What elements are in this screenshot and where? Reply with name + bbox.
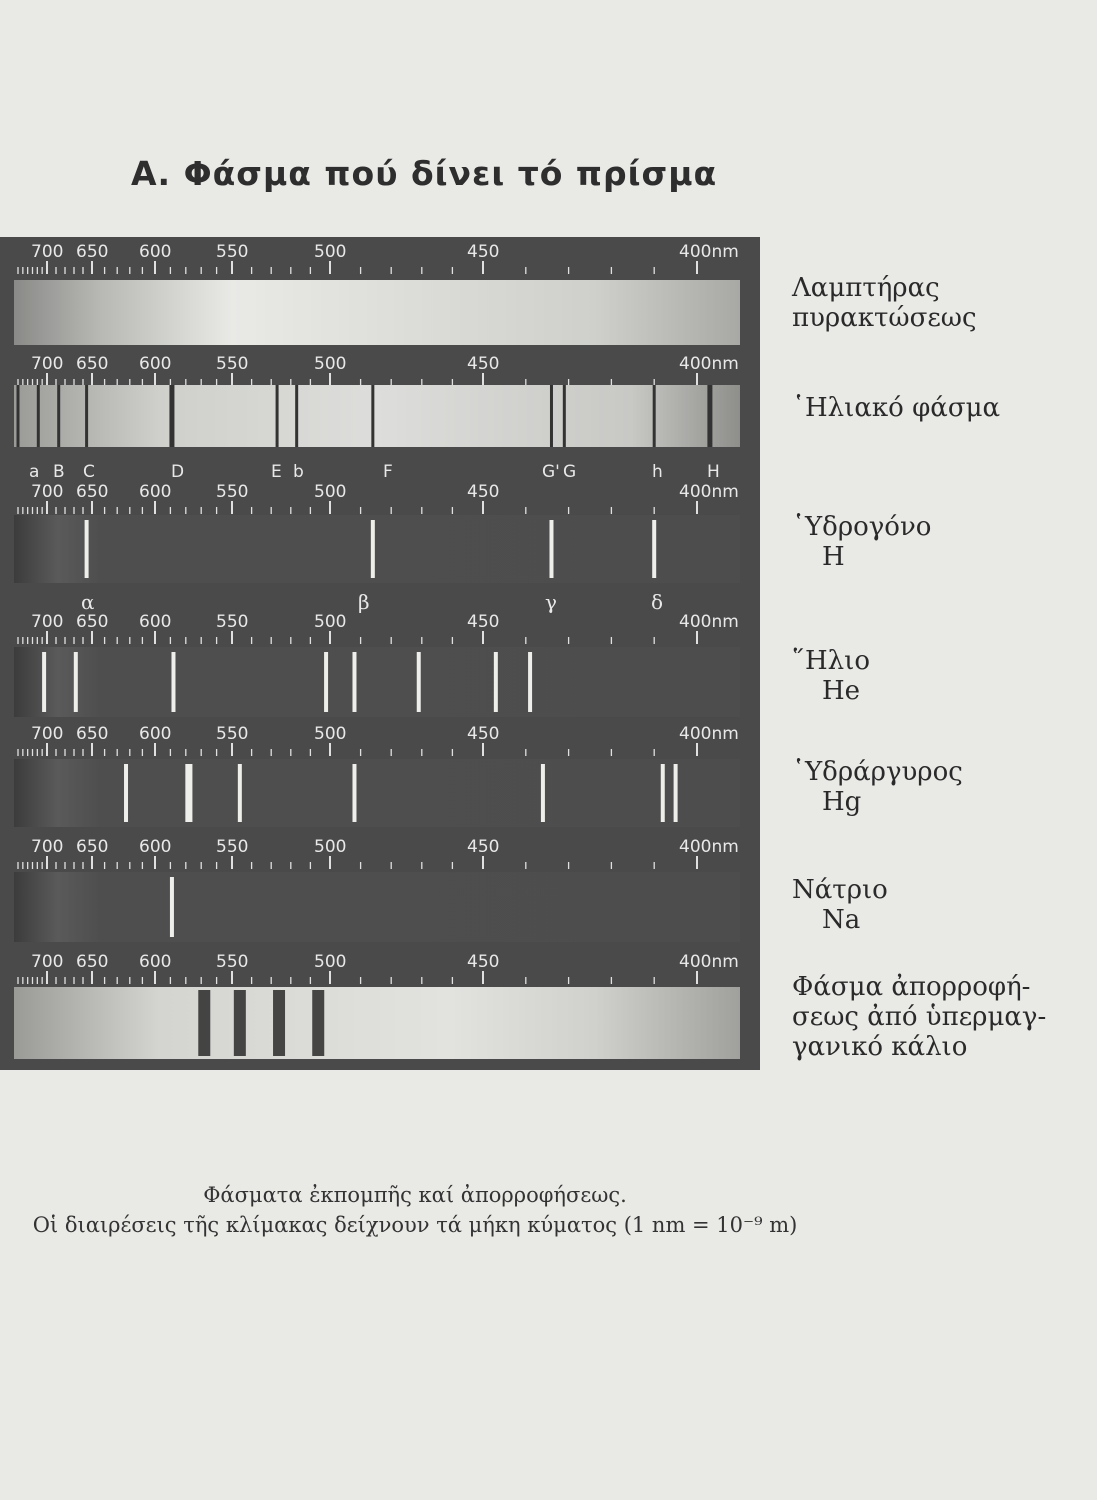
scale-label: 600 bbox=[139, 612, 172, 632]
scale-label: 500 bbox=[314, 952, 347, 972]
spectrum-strip bbox=[14, 987, 740, 1059]
scale-label: 450 bbox=[467, 724, 500, 744]
scale-label: 450 bbox=[467, 482, 500, 502]
fraunhofer-letter: D bbox=[171, 462, 185, 482]
spectrum-row-incandescent bbox=[14, 242, 740, 345]
scale-label: 400nm bbox=[679, 952, 739, 972]
row-label-mercury bbox=[792, 757, 963, 817]
caption-line-2: Οἱ διαιρέσεις τῆς κλίμακας δείχνουν τά μήκη κύματος (1 nm = 10⁻⁹ m) bbox=[32, 1213, 798, 1237]
hydrogen-line-letter: α bbox=[81, 590, 95, 614]
absorption-band bbox=[273, 990, 285, 1056]
absorption-band bbox=[198, 990, 210, 1056]
spectrum-row-solar bbox=[14, 354, 740, 447]
row-label-line: Na bbox=[822, 905, 861, 935]
fraunhofer-letter: E bbox=[271, 462, 282, 482]
row-label-line: πυρακτώσεως bbox=[792, 303, 977, 333]
scale-label: 450 bbox=[467, 837, 500, 857]
scale-label: 400nm bbox=[679, 724, 739, 744]
absorption-line bbox=[57, 385, 60, 447]
row-label-line: γανικό κάλιο bbox=[792, 1032, 968, 1062]
emission-line bbox=[170, 877, 174, 937]
spectrum-strip bbox=[14, 647, 740, 717]
emission-line bbox=[494, 652, 498, 712]
spectrum-strip bbox=[14, 385, 740, 447]
fraunhofer-letter: h bbox=[652, 462, 663, 482]
scale-label: 700 bbox=[31, 242, 64, 262]
hydrogen-line-letter: δ bbox=[651, 590, 664, 614]
hydrogen-line-letter: β bbox=[358, 590, 370, 614]
row-label-line: ῞Ηλιο bbox=[792, 646, 870, 676]
scale-label: 500 bbox=[314, 242, 347, 262]
absorption-line bbox=[563, 385, 566, 447]
scale-label: 550 bbox=[216, 724, 249, 744]
scale-label: 550 bbox=[216, 837, 249, 857]
scale-label: 400nm bbox=[679, 612, 739, 632]
scale-label: 550 bbox=[216, 482, 249, 502]
emission-line bbox=[661, 764, 665, 822]
row-label-line: Φάσμα ἀπορροφή- bbox=[792, 972, 1031, 1002]
absorption-band bbox=[312, 990, 324, 1056]
row-label-line: Η bbox=[822, 542, 845, 572]
scale-label: 600 bbox=[139, 482, 172, 502]
emission-line bbox=[42, 652, 46, 712]
scale-label: 700 bbox=[31, 724, 64, 744]
spectrum-strip bbox=[14, 515, 740, 583]
row-label-solar bbox=[792, 393, 1000, 423]
scale-label: 700 bbox=[31, 482, 64, 502]
scale-label: 450 bbox=[467, 354, 500, 374]
scale-label: 400nm bbox=[679, 242, 739, 262]
spectrum-row-hydrogen bbox=[14, 482, 740, 583]
emission-line bbox=[352, 652, 356, 712]
absorption-band bbox=[234, 990, 246, 1056]
scale-label: 650 bbox=[76, 837, 109, 857]
fraunhofer-letter: C bbox=[83, 462, 95, 482]
absorption-line bbox=[295, 385, 298, 447]
row-label-line: ῾Ηλιακό φάσμα bbox=[792, 393, 1001, 423]
absorption-line bbox=[276, 385, 279, 447]
scale-label: 500 bbox=[314, 724, 347, 744]
emission-line bbox=[324, 652, 328, 712]
scale-label: 500 bbox=[314, 354, 347, 374]
row-label-helium bbox=[792, 646, 870, 706]
absorption-line bbox=[17, 385, 20, 447]
scale-label: 400nm bbox=[679, 837, 739, 857]
absorption-line bbox=[707, 385, 712, 447]
row-label-line: Λαμπτήρας bbox=[792, 273, 940, 303]
scale-label: 500 bbox=[314, 612, 347, 632]
fraunhofer-letter: B bbox=[53, 462, 65, 482]
emission-line bbox=[674, 764, 678, 822]
absorption-line bbox=[371, 385, 374, 447]
emission-line bbox=[171, 652, 175, 712]
scale-label: 450 bbox=[467, 242, 500, 262]
spectrum-strip bbox=[14, 280, 740, 345]
fraunhofer-letter: H bbox=[707, 462, 720, 482]
scale-label: 700 bbox=[31, 837, 64, 857]
scale-label: 400nm bbox=[679, 482, 739, 502]
row-label-line: Hg bbox=[822, 787, 862, 817]
fraunhofer-letter: F bbox=[383, 462, 393, 482]
fraunhofer-letter: G' bbox=[542, 462, 560, 482]
scale-label: 600 bbox=[139, 724, 172, 744]
scale-label: 650 bbox=[76, 482, 109, 502]
caption-line-1: Φάσματα ἐκπομπῆς καί ἀπορροφήσεως. bbox=[203, 1183, 627, 1207]
scale-label: 450 bbox=[467, 612, 500, 632]
absorption-line bbox=[550, 385, 553, 447]
spectrum-row-permanganate bbox=[14, 952, 740, 1059]
spectrum-strip bbox=[14, 759, 740, 827]
scale-label: 600 bbox=[139, 354, 172, 374]
page-title: Α. Φάσμα πού δίνει τό πρίσμα bbox=[131, 154, 718, 193]
emission-line bbox=[652, 520, 656, 578]
scale-label: 500 bbox=[314, 482, 347, 502]
absorption-line bbox=[37, 385, 40, 447]
row-label-line: σεως ἀπό ὑπερμαγ- bbox=[792, 1002, 1047, 1032]
spectrum-row-helium bbox=[14, 612, 740, 717]
emission-line bbox=[188, 764, 192, 822]
row-label-line: ῾Υδρογόνο bbox=[792, 512, 932, 542]
emission-line bbox=[238, 764, 242, 822]
scale-label: 650 bbox=[76, 724, 109, 744]
row-label-sodium bbox=[792, 875, 888, 935]
spectra-plate bbox=[0, 237, 760, 1070]
absorption-line bbox=[169, 385, 174, 447]
scale-label: 400nm bbox=[679, 354, 739, 374]
spectra-figure bbox=[0, 237, 760, 1070]
scale-label: 550 bbox=[216, 354, 249, 374]
scale-label: 550 bbox=[216, 952, 249, 972]
emission-line bbox=[541, 764, 545, 822]
row-label-incandescent bbox=[792, 273, 977, 333]
figure-caption bbox=[0, 1180, 830, 1240]
emission-line bbox=[85, 520, 89, 578]
spectrum-row-sodium bbox=[14, 837, 740, 942]
row-label-permanganate bbox=[792, 972, 1046, 1062]
scale-label: 600 bbox=[139, 952, 172, 972]
row-label-hydrogen bbox=[792, 512, 931, 572]
spectrum-strip bbox=[14, 872, 740, 942]
row-label-line: ῾Υδράργυρος bbox=[792, 757, 963, 787]
scale-label: 600 bbox=[139, 837, 172, 857]
scale-label: 700 bbox=[31, 612, 64, 632]
scale-label: 650 bbox=[76, 952, 109, 972]
hydrogen-line-letter: γ bbox=[545, 590, 557, 614]
scale-label: 700 bbox=[31, 952, 64, 972]
spectrum-row-mercury bbox=[14, 724, 740, 827]
fraunhofer-letter: a bbox=[29, 462, 40, 482]
scale-label: 700 bbox=[31, 354, 64, 374]
fraunhofer-letter: b bbox=[293, 462, 304, 482]
scale-label: 550 bbox=[216, 612, 249, 632]
scale-label: 650 bbox=[76, 242, 109, 262]
emission-line bbox=[549, 520, 553, 578]
row-label-line: He bbox=[822, 676, 861, 706]
emission-line bbox=[528, 652, 532, 712]
emission-line bbox=[352, 764, 356, 822]
fraunhofer-letter: G bbox=[563, 462, 577, 482]
emission-line bbox=[74, 652, 78, 712]
emission-line bbox=[371, 520, 375, 578]
row-label-line: Νάτριο bbox=[792, 875, 888, 905]
scale-label: 650 bbox=[76, 354, 109, 374]
scale-label: 650 bbox=[76, 612, 109, 632]
scale-label: 600 bbox=[139, 242, 172, 262]
emission-line bbox=[124, 764, 128, 822]
emission-line bbox=[417, 652, 421, 712]
scale-label: 500 bbox=[314, 837, 347, 857]
absorption-line bbox=[85, 385, 88, 447]
absorption-line bbox=[653, 385, 656, 447]
scale-label: 450 bbox=[467, 952, 500, 972]
scale-label: 550 bbox=[216, 242, 249, 262]
